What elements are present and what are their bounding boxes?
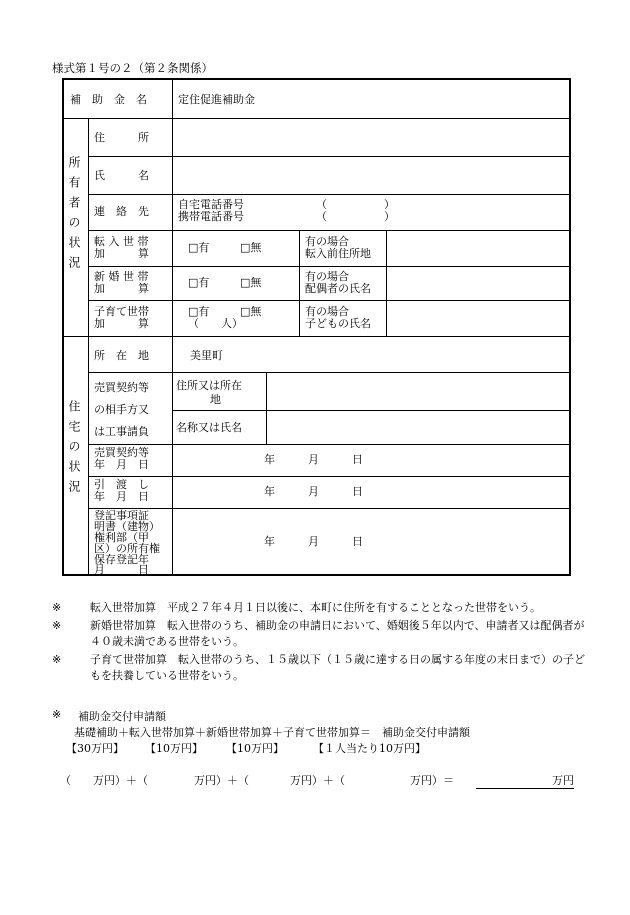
contract-name-sub: 名称又は氏名	[176, 421, 242, 434]
calc-total	[476, 772, 574, 789]
row-line	[88, 266, 569, 267]
col-line	[172, 80, 173, 574]
childcare-count: （ 人）	[188, 317, 243, 330]
notes-section	[52, 600, 592, 684]
mobile-phone-paren-open: （	[316, 210, 327, 223]
row-line	[64, 118, 569, 119]
newlywed-note-1: 有の場合	[305, 270, 349, 283]
childcare-note-1: 有の場合	[305, 305, 349, 318]
childcare-label-1: 子育て世帯	[94, 305, 149, 318]
newlywed-yes-checkbox[interactable]: □有	[188, 276, 210, 289]
amount-newlywed: 【10万円】	[226, 742, 284, 755]
registry-label-2: 明書（建物）	[94, 520, 160, 533]
note-mark: ※	[52, 708, 62, 721]
newlywed-label-2: 加 算	[94, 282, 149, 295]
mobile-phone-label: 携帯電話番号	[178, 210, 244, 223]
home-phone-paren-open: （	[316, 198, 327, 211]
move-in-note-1: 有の場合	[305, 235, 349, 248]
registry-label-4: 区）の所有権	[94, 542, 160, 555]
amount-formula: 基礎補助＋転入世帯加算＋新婚世帯加算＋子育て世帯加算＝ 補助金交付申請額	[74, 726, 470, 739]
registry-label-3: 権利部（甲	[94, 531, 149, 544]
contract-party-label-3: は工事請負	[94, 425, 149, 438]
row-line	[88, 372, 569, 373]
move-in-yes-checkbox[interactable]: □有	[188, 241, 210, 254]
grant-name-value: 定住促進補助金	[178, 93, 255, 106]
childcare-yes-checkbox[interactable]: □有	[188, 305, 210, 318]
calc-total-unit: 万円	[476, 772, 574, 789]
application-form-table	[62, 78, 571, 576]
newlywed-label-1: 新 婚 世 帯	[94, 270, 149, 283]
amount-base: 【30万円】	[66, 742, 124, 755]
delivery-label-1: 引 渡 し	[94, 478, 149, 491]
note-childcare-text: 子育て世帯加算 転入世帯のうち、１５歳以下（１５歳に達する日の属する年度の末日まで）の子どもを扶養している世帯をいう。	[90, 653, 585, 682]
move-in-label-2: 加 算	[94, 247, 149, 260]
col-line	[299, 230, 300, 336]
amount-move-in: 【10万円】	[145, 742, 203, 755]
address-label: 住 所	[94, 131, 149, 144]
calc-part-1: （ 万円）＋（	[60, 774, 148, 787]
col-line	[266, 372, 267, 444]
contract-date-label-1: 売買契約等	[94, 446, 149, 459]
calc-part-4: 万円）＝	[410, 774, 454, 787]
row-line	[88, 476, 569, 477]
row-line	[88, 444, 569, 445]
home-phone-paren-close: ）	[384, 198, 395, 211]
owner-name-label: 氏 名	[94, 169, 149, 182]
newlywed-no-checkbox[interactable]: □無	[240, 276, 262, 289]
grant-name-label: 補 助 金 名	[70, 93, 147, 106]
row-line	[64, 336, 569, 337]
row-line	[172, 410, 569, 411]
owner-section-label: 所有者の状況	[67, 156, 81, 276]
row-line	[88, 508, 569, 509]
contact-label: 連 絡 先	[94, 205, 149, 218]
newlywed-note-2: 配偶者の氏名	[305, 282, 371, 295]
calc-part-3: 万円）＋（	[290, 774, 345, 787]
col-line	[88, 118, 89, 574]
location-value: 美里町	[190, 349, 223, 362]
move-in-note-2: 転入前住所地	[305, 247, 371, 260]
note-mark: ※	[52, 653, 62, 666]
form-title: 様式第１号の２（第２条関係）	[52, 61, 213, 75]
note-childcare	[52, 652, 592, 684]
contract-address-sub-1: 住所又は所在	[176, 379, 242, 392]
housing-section-label: 住宅の状況	[67, 400, 81, 500]
contract-date-label-2: 年 月 日	[94, 458, 149, 471]
home-phone-label: 自宅電話番号	[178, 198, 244, 211]
contract-date-value: 年 月 日	[264, 453, 363, 466]
delivery-label-2: 年 月 日	[94, 490, 149, 503]
note-mark: ※	[52, 601, 62, 614]
contract-address-sub-2: 地	[210, 393, 221, 406]
note-mark: ※	[52, 619, 62, 632]
contract-party-label-2: の相手方又	[94, 403, 149, 416]
childcare-no-checkbox[interactable]: □無	[240, 305, 262, 318]
row-line	[88, 230, 569, 231]
col-line	[386, 230, 387, 336]
note-move-in-text: 転入世帯加算 平成２７年４月１日以後に、本町に住所を有することとなった世帯をいう。	[90, 601, 541, 614]
delivery-date-value: 年 月 日	[264, 485, 363, 498]
application-amount-title: 補助金交付申請額	[78, 710, 166, 723]
mobile-phone-paren-close: ）	[384, 210, 395, 223]
contract-party-label-1: 売買契約等	[94, 381, 149, 394]
note-newlywed-text: 新婚世帯加算 転入世帯のうち、補助金の申請日において、婚姻後５年以内で、申請者又は配偶者が４０歳未満である世帯をいう。	[90, 619, 585, 648]
registry-date-value: 年 月 日	[264, 535, 363, 548]
registry-label-1: 登記事項証	[94, 509, 149, 522]
note-newlywed	[52, 618, 592, 650]
amount-childcare: 【１人当たり10万円】	[313, 742, 426, 755]
note-move-in	[52, 600, 592, 616]
move-in-label-1: 転 入 世 帯	[94, 235, 149, 248]
calc-part-2: 万円）＋（	[194, 774, 249, 787]
registry-label-6: 月 日	[94, 563, 149, 576]
row-line	[88, 300, 569, 301]
childcare-label-2: 加 算	[94, 317, 149, 330]
location-label: 所 在 地	[94, 349, 149, 362]
row-line	[88, 194, 569, 195]
childcare-note-2: 子どもの氏名	[305, 317, 371, 330]
move-in-no-checkbox[interactable]: □無	[240, 241, 262, 254]
row-line	[88, 156, 569, 157]
registry-label-5: 保存登記年	[94, 553, 149, 566]
